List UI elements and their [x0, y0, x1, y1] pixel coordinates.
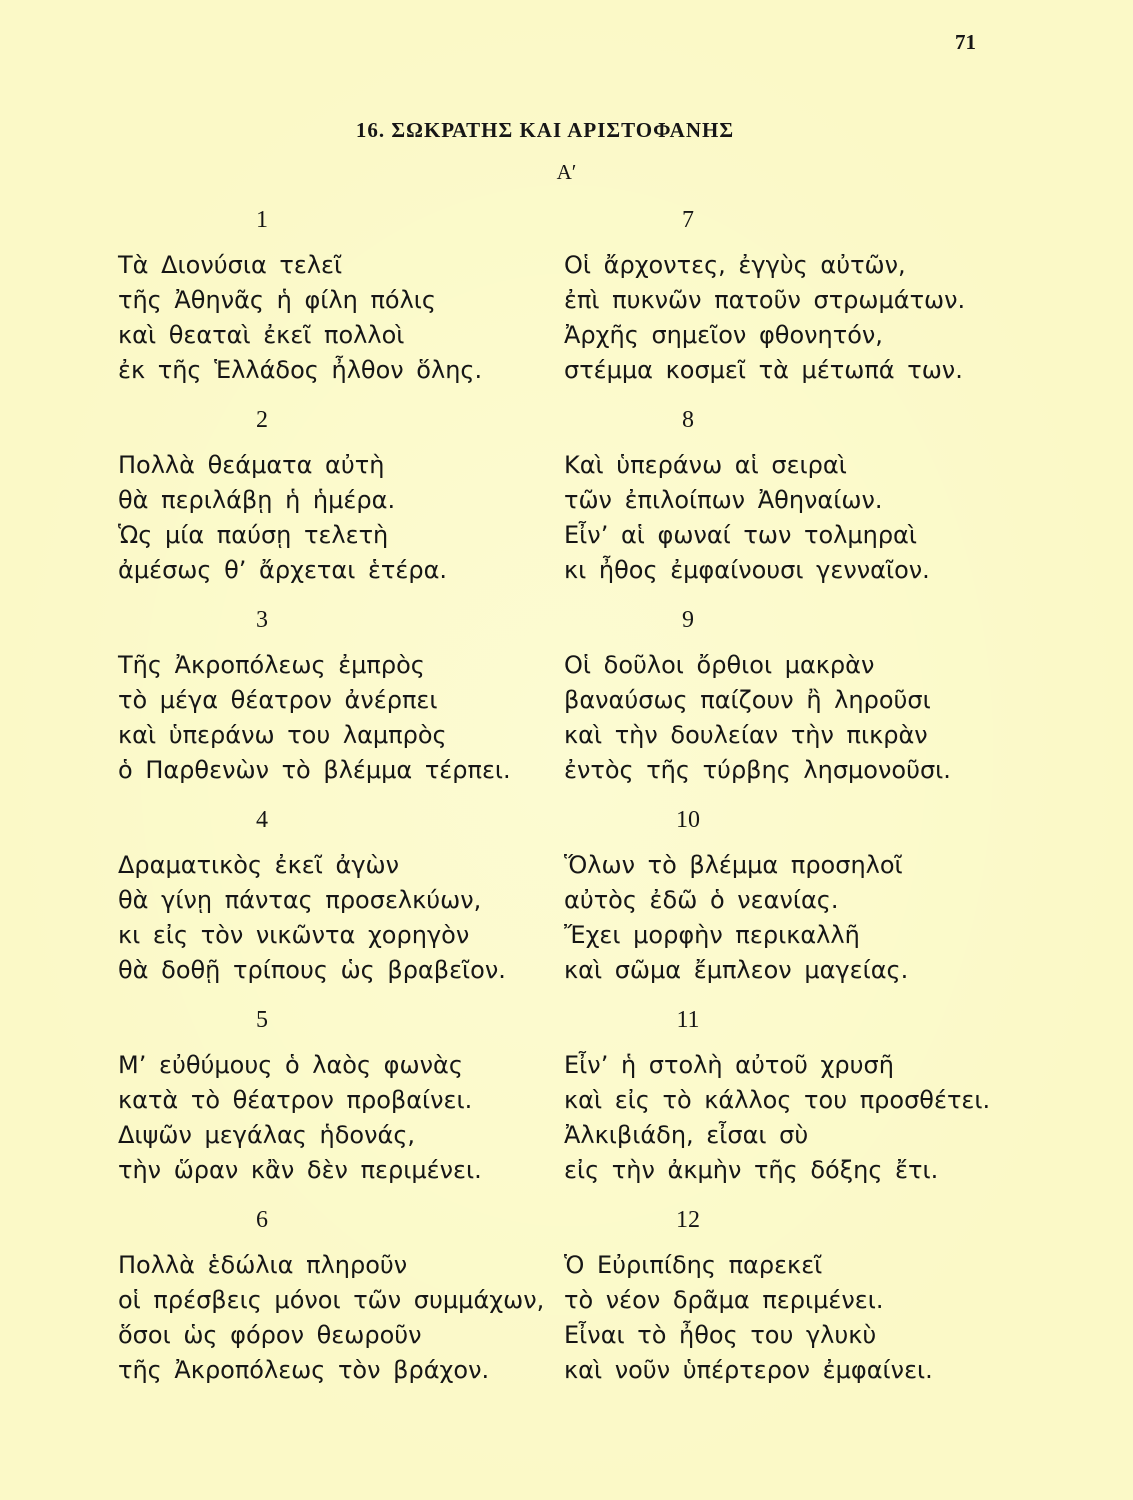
verse-line: βαναύσως παίζουν ἢ ληροῦσι — [564, 686, 931, 714]
verse-line: καὶ τὴν δουλείαν τὴν πικρὰν — [564, 721, 928, 749]
verse-line: Δραματικὸς ἐκεῖ ἀγὼν — [118, 851, 400, 879]
verse-line: Τῆς Ἀκροπόλεως ἐμπρὸς — [118, 651, 425, 679]
verse-line: ἐκ τῆς Ἑλλάδος ἦλθον ὅλης. — [118, 356, 483, 384]
stanza-2 — [118, 405, 544, 605]
verse-line: Καὶ ὑπεράνω αἱ σειραὶ — [564, 451, 847, 479]
verse-line: Ἀρχῆς σημεῖον φθονητόν, — [564, 321, 883, 349]
verse-line: τῶν ἐπιλοίπων Ἀθηναίων. — [564, 486, 883, 514]
verse-line: Πολλὰ ἑδώλια πληροῦν — [118, 1251, 408, 1279]
stanza-number: 9 — [682, 607, 694, 633]
stanza-number: 11 — [676, 1007, 700, 1033]
verse-line: Ἔχει μορφὴν περικαλλῆ — [564, 921, 860, 949]
part-marker: Α′ — [556, 160, 577, 184]
stanza-12 — [564, 1205, 990, 1405]
verse-line: τὸ μέγα θέατρον ἀνέρπει — [118, 686, 438, 714]
verse-line: Ὁ Εὐριπίδης παρεκεῖ — [564, 1251, 823, 1279]
stanza-11 — [564, 1005, 990, 1205]
verse-line: ὁ Παρθενὼν τὸ βλέμμα τέρπει. — [118, 756, 511, 784]
verse-line: στέμμα κοσμεῖ τὰ μέτωπά των. — [564, 356, 963, 384]
verse-line: κατὰ τὸ θέατρον προβαίνει. — [118, 1086, 473, 1114]
verse-line: καὶ εἰς τὸ κάλλος του προσθέτει. — [564, 1086, 991, 1114]
stanza-number: 1 — [256, 207, 268, 233]
verse-line: τῆς Ἀκροπόλεως τὸν βράχον. — [118, 1356, 490, 1384]
verse-line: κι ἦθος ἐμφαίνουσι γενναῖον. — [564, 556, 930, 584]
stanza-9 — [564, 605, 990, 805]
stanza-number: 7 — [682, 207, 694, 233]
verse-line: Πολλὰ θεάματα αὐτὴ — [118, 451, 385, 479]
page-number: 71 — [955, 30, 976, 54]
stanza-lines — [118, 648, 544, 788]
verse-line: καὶ νοῦν ὑπέρτερον ἐμφαίνει. — [564, 1356, 933, 1384]
stanza-6 — [118, 1205, 544, 1405]
verse-line: Ὡς μία παύσῃ τελετὴ — [118, 521, 389, 549]
stanza-8 — [564, 405, 990, 605]
verse-line: Εἶναι τὸ ἦθος του γλυκὺ — [564, 1321, 877, 1349]
stanza-lines — [118, 848, 544, 988]
verse-line: κι εἰς τὸν νικῶντα χορηγὸν — [118, 921, 470, 949]
verse-line: ἐπὶ πυκνῶν πατοῦν στρωμάτων. — [564, 286, 966, 314]
stanza-1 — [118, 205, 544, 405]
left-column — [118, 205, 544, 1405]
verse-line: Διψῶν μεγάλας ἡδονάς, — [118, 1121, 416, 1149]
verse-line: Οἱ δοῦλοι ὄρθιοι μακρὰν — [564, 651, 875, 679]
verse-line: θὰ περιλάβῃ ἡ ἡμέρα. — [118, 486, 396, 514]
verse-line: οἱ πρέσβεις μόνοι τῶν συμμάχων, — [118, 1286, 545, 1314]
verse-line: θὰ δοθῇ τρίπους ὡς βραβεῖον. — [118, 956, 506, 984]
verse-line: αὐτὸς ἐδῶ ὁ νεανίας. — [564, 886, 839, 914]
right-column — [564, 205, 990, 1405]
stanza-7 — [564, 205, 990, 405]
stanza-lines — [564, 1248, 990, 1388]
stanza-lines — [118, 248, 544, 388]
stanza-number: 8 — [682, 407, 694, 433]
verse-line: Ἀλκιβιάδη, εἶσαι σὺ — [564, 1121, 809, 1149]
verse-line: Μ’ εὐθύμους ὁ λαὸς φωνὰς — [118, 1051, 463, 1079]
verse-line: τὴν ὥραν κἂν δὲν περιμένει. — [118, 1156, 482, 1184]
stanza-lines — [118, 448, 544, 588]
verse-line: ἐντὸς τῆς τύρβης λησμονοῦσι. — [564, 756, 951, 784]
stanza-lines — [118, 1248, 544, 1388]
stanza-lines — [564, 648, 990, 788]
verse-line: Τὰ Διονύσια τελεῖ — [118, 251, 343, 279]
stanza-10 — [564, 805, 990, 1005]
stanza-5 — [118, 1005, 544, 1205]
verse-line: τὸ νέον δρᾶμα περιμένει. — [564, 1286, 884, 1314]
stanza-number: 12 — [676, 1207, 700, 1233]
verse-line: καὶ θεαταὶ ἐκεῖ πολλοὶ — [118, 321, 405, 349]
verse-line: θὰ γίνῃ πάντας προσελκύων, — [118, 886, 482, 914]
stanza-number: 10 — [676, 807, 700, 833]
verse-line: Ὅλων τὸ βλέμμα προσηλοῖ — [564, 851, 903, 879]
stanza-lines — [564, 248, 990, 388]
stanza-3 — [118, 605, 544, 805]
verse-line: Οἱ ἄρχοντες, ἐγγὺς αὐτῶν, — [564, 251, 906, 279]
poem-title: 16. ΣΩΚΡΑΤΗΣ ΚΑΙ ΑΡΙΣΤΟΦΑΝΗΣ — [355, 118, 735, 142]
verse-line: τῆς Ἀθηνᾶς ἡ φίλη πόλις — [118, 286, 437, 314]
stanza-lines — [564, 848, 990, 988]
stanza-lines — [564, 448, 990, 588]
verse-line: Εἶν’ αἱ φωναί των τολμηραὶ — [564, 521, 917, 549]
stanza-number: 5 — [256, 1007, 268, 1033]
stanza-lines — [564, 1048, 990, 1188]
verse-line: καὶ σῶμα ἔμπλεον μαγείας. — [564, 956, 909, 984]
stanza-number: 3 — [256, 607, 268, 633]
stanza-number: 2 — [256, 407, 268, 433]
stanza-lines — [118, 1048, 544, 1188]
stanza-number: 4 — [256, 807, 268, 833]
stanza-number: 6 — [256, 1207, 268, 1233]
verse-line: ὅσοι ὡς φόρον θεωροῦν — [118, 1321, 422, 1349]
verse-line: ἀμέσως θ’ ἄρχεται ἑτέρα. — [118, 556, 448, 584]
verse-line: εἰς τὴν ἀκμὴν τῆς δόξης ἔτι. — [564, 1156, 939, 1184]
verse-line: καὶ ὑπεράνω του λαμπρὸς — [118, 721, 447, 749]
verse-line: Εἶν’ ἡ στολὴ αὐτοῦ χρυσῆ — [564, 1051, 894, 1079]
stanza-4 — [118, 805, 544, 1005]
